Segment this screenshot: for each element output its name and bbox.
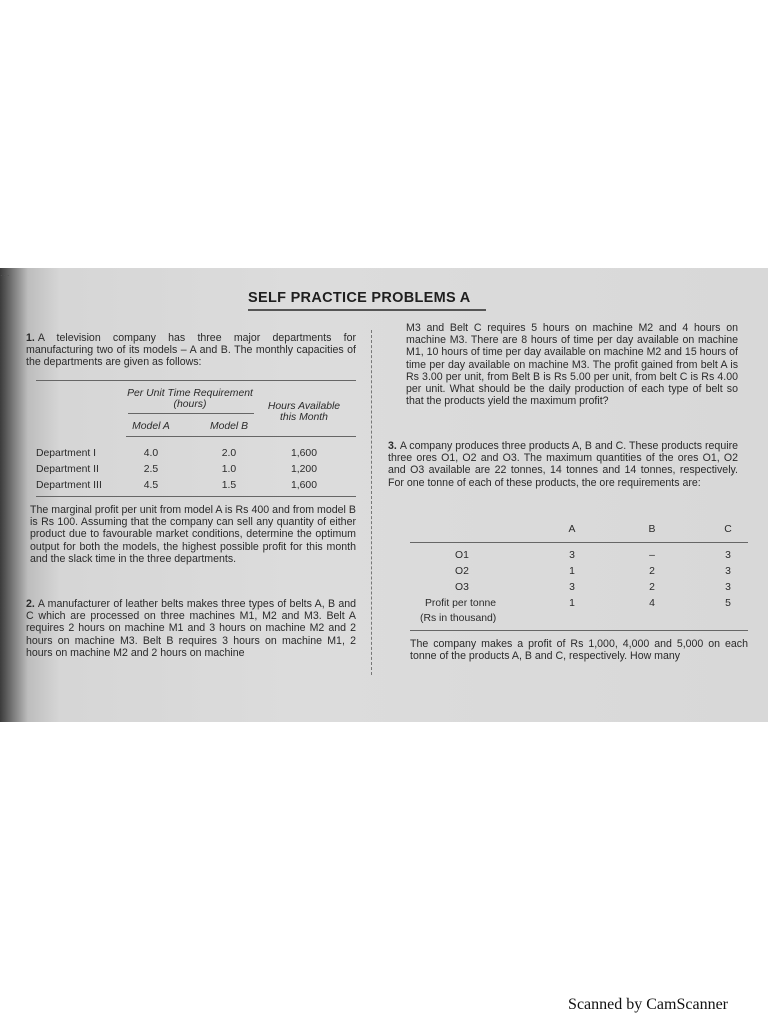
table1-group-header: Per Unit Time Requirement (hours) [127,388,253,410]
table1-top-rule [36,380,356,381]
table1-hours-header: Hours Available this Month [267,401,341,423]
table2-header-a: A [568,524,576,535]
problem2-left: 2. A manufacturer of leather belts makes three types of belts A, B and C which are processed on three machines M1, M2 and M3. Belt A requires 2 hours on machine M1 and 3 hours on machine M2 and 2 hours on machine M3. Belt B requires 3 hours on machine M1, 2 hours on machine M2 and 2 hours on machine [26,598,356,659]
table1-cell: 1,200 [290,464,317,475]
problem1-intro: 1. A television company has three major departments for manufacturing two of its models – A and B. The monthly capacities of the departments are given as follows: [26,332,356,369]
table1-cell: 4.5 [143,480,159,491]
problem1-body: The marginal profit per unit from model A is Rs 400 and from model B is Rs 100. Assuming that the company can sell any quantity of either product due to favourable market conditions, determine the optimum output for both the models, the highest possible profit for this month and the slack time in the three departments. [30,504,356,565]
table1-group-rule [128,413,254,414]
table2-cell: 4 [649,598,655,609]
table1-model-b-header: Model B [209,421,249,432]
table2-row-label: O2 [455,566,469,577]
table2-cell: 3 [569,550,575,561]
table2-cell: 2 [649,582,655,593]
table2-cell: – [649,550,655,561]
table2-row-label: Profit per tonne [425,598,497,609]
scanned-page [0,268,768,722]
cut-off-text: ... [0,268,11,278]
table1-header-rule [126,436,356,437]
column-divider [371,330,372,675]
table1-bottom-rule [36,496,356,497]
table2-cell: 2 [649,566,655,577]
table2-cell: 5 [725,598,731,609]
table2-cell: 3 [725,566,731,577]
table2-header-c: C [724,524,732,535]
table2-profit-unit: (Rs in thousand) [420,613,497,624]
table1-cell: 1,600 [290,448,317,459]
table1-cell: 2.5 [143,464,159,475]
table1-cell: 1,600 [290,480,317,491]
heading-underline [248,309,486,311]
table2-header-rule [410,542,748,543]
table1-row-label: Department II [36,464,99,475]
table1-cell: 4.0 [143,448,159,459]
scanner-watermark: Scanned by CamScanner [568,996,728,1013]
table2-row-label: O1 [455,550,469,561]
table1-cell: 1.0 [221,464,237,475]
table2-cell: 3 [725,582,731,593]
problem2-right: M3 and Belt C requires 5 hours on machine M2 and 4 hours on machine M3. There are 8 hours of time per day available on machine M1, 10 hours of time per day available on machine M2 and 15 hours of time per day available on machine M3. The profit gained from belt A is Rs 3.00 per unit, from Belt B is Rs 5.00 per unit, from belt C is Rs 4.00 per unit. What should be the daily production of each type of belt so that the products yield the maximum profit? [406,322,738,408]
table2-bottom-rule [410,630,748,631]
table1-cell: 1.5 [221,480,237,491]
table2-row-label: O3 [455,582,469,593]
table2-header-b: B [648,524,656,535]
table1-model-a-header: Model A [132,421,170,432]
table1-row-label: Department I [36,448,97,459]
problem3-intro: 3. A company produces three products A, B and C. These products require three ores O1, O2 and O3. The maximum quantities of the ores O1, O2 and O3 available are 22 tonnes, 14 tonnes and 14 tonnes, respectively. For one tonne of each of these products, the ore requirements are: [388,440,738,489]
table2-cell: 1 [569,598,575,609]
table2-cell: 1 [569,566,575,577]
table2-cell: 3 [725,550,731,561]
problem3-body: The company makes a profit of Rs 1,000, 4,000 and 5,000 on each tonne of the products A, B and C, respectively. How many [410,638,748,663]
table1-row-label: Department III [36,480,102,491]
section-heading: SELF PRACTICE PROBLEMS A [248,290,471,306]
table1-cell: 2.0 [221,448,237,459]
table2-cell: 3 [569,582,575,593]
